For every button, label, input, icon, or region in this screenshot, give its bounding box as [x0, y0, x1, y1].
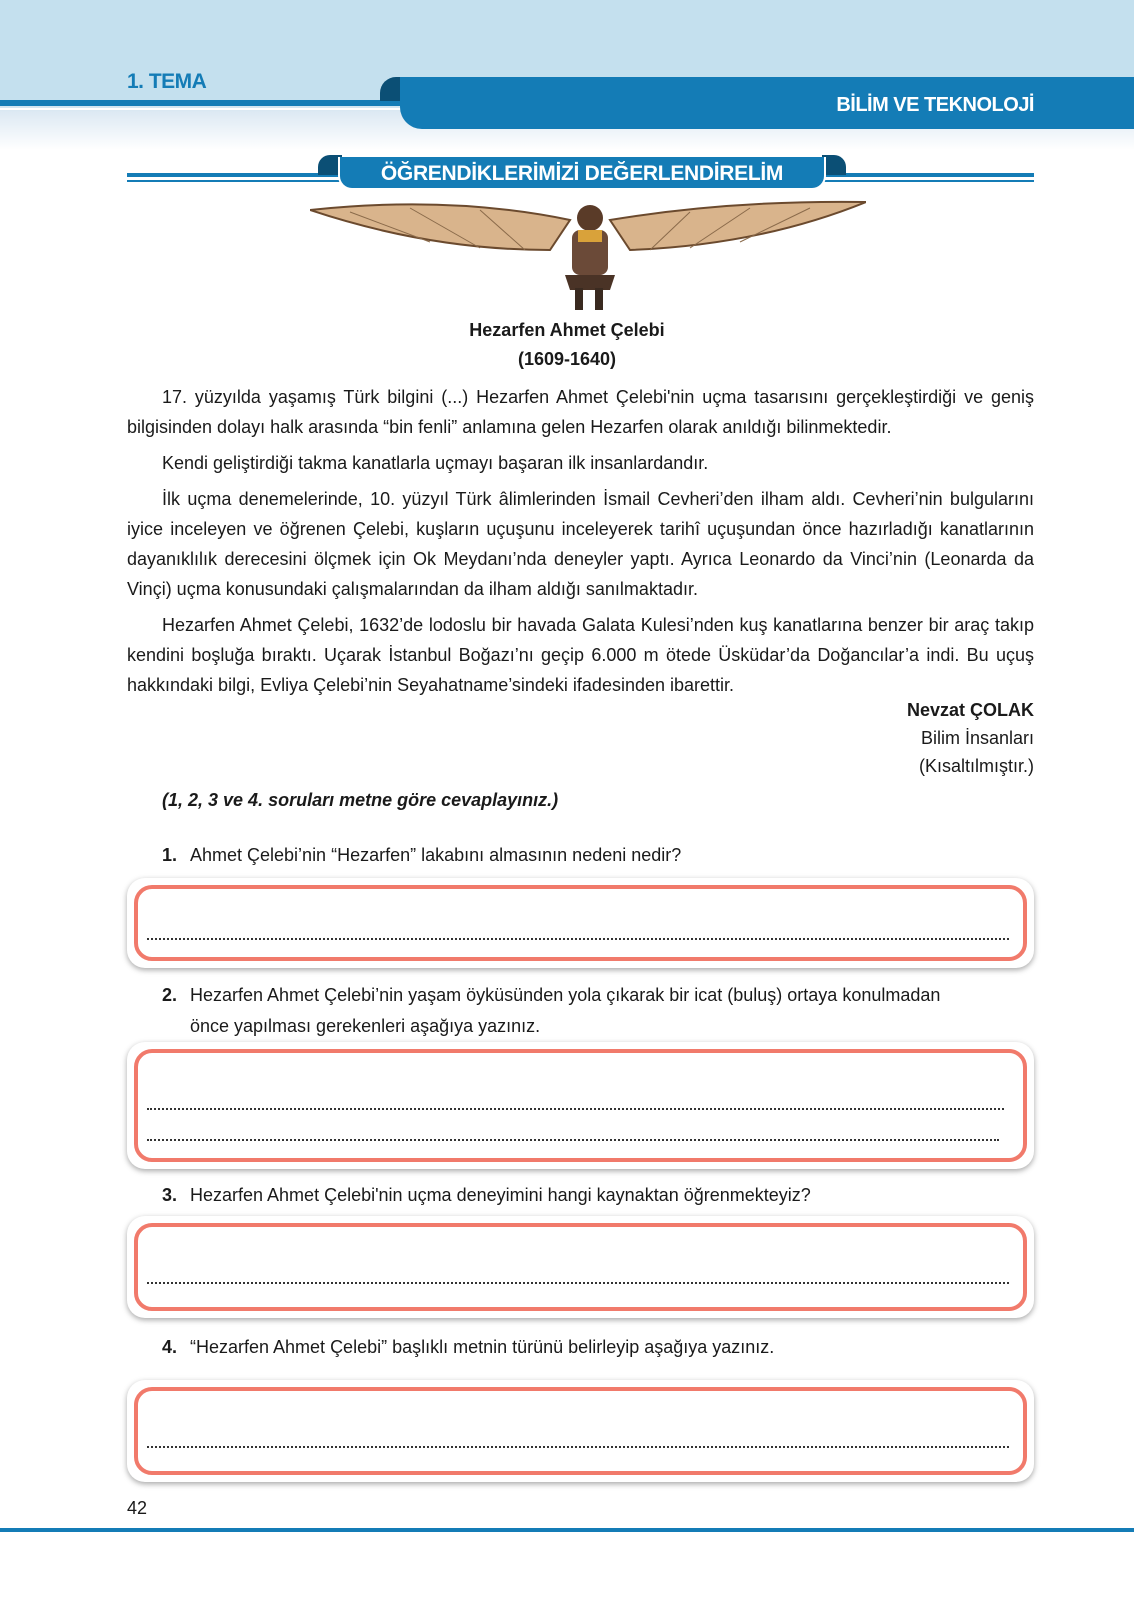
answer-box-1[interactable] [127, 878, 1034, 968]
question-number: 4. [162, 1337, 178, 1357]
footer-rule [0, 1528, 1134, 1532]
flying-man-illustration [310, 200, 866, 312]
article-text [127, 382, 1034, 706]
answer-box-2[interactable] [127, 1042, 1034, 1169]
question-text: “Hezarfen Ahmet Çelebi” başlıklı metnin türünü belirleyip aşağıya yazınız. [190, 1337, 775, 1357]
instruction: (1, 2, 3 ve 4. soruları metne göre cevaplayınız.) [162, 790, 559, 810]
question-number: 1. [162, 845, 178, 865]
question-3 [162, 1180, 1034, 1211]
theme-label: 1. TEMA [127, 70, 207, 93]
question-number: 3. [162, 1185, 178, 1205]
source-book: Bilim İnsanları [920, 728, 1034, 748]
question-text-cont: önce yapılması gerekenleri aşağıya yazınız. [190, 1016, 541, 1036]
answer-line[interactable] [147, 1446, 1009, 1448]
source-author: Nevzat ÇOLAK [906, 700, 1034, 720]
figure-name: Hezarfen Ahmet Çelebi [469, 320, 665, 340]
question-text: Hezarfen Ahmet Çelebi'nin uçma deneyimini hangi kaynaktan öğrenmekteyiz? [190, 1185, 811, 1205]
paragraph: İlk uçma denemelerinde, 10. yüzyıl Türk âlimlerinden İsmail Cevheri’den ilham aldı. Cevheri’nin bulgularını iyice inceleyen ve öğrenen Çelebi, kuşların uçuşunu inceleyerek tarihî uçuşundan önce hazırladığı kanatlarının dayanıklılık derecesini ölçmek için Ok Meydanı’nda deneyler yaptı. Ayrıca Leonardo da Vinci’nin (Leonarda da Vinçi) uçma konusundaki çalışmalarından da ilham aldığı sanılmaktadır. [127, 489, 1034, 599]
paragraph: Kendi geliştirdiği takma kanatlarla uçmayı başaran ilk insanlardandır. [162, 453, 709, 473]
page-number: 42 [127, 1498, 148, 1518]
question-number: 2. [162, 985, 178, 1005]
paragraph: Hezarfen Ahmet Çelebi, 1632’de lodoslu bir havada Galata Kulesi’nden kuş kanatlarına benzer bir araç takıp kendini boşluğa bıraktı. Uçarak İstanbul Boğazı’nı geçip 6.000 m ötede Üsküdar’da Doğancılar’a indi. Bu uçuş hakkındaki bilgi, Evliya Çelebi’nin Seyahatname’sindeki ifadesinden ibarettir. [127, 615, 1034, 695]
answer-line[interactable] [147, 1108, 1004, 1110]
header-rule [0, 100, 400, 106]
question-text: Hezarfen Ahmet Çelebi’nin yaşam öyküsünden yola çıkarak bir icat (buluş) ortaya konulmadan [190, 985, 941, 1005]
question-text: Ahmet Çelebi’nin “Hezarfen” lakabını almasının nedeni nedir? [190, 845, 682, 865]
header-rule-gap [0, 108, 400, 110]
section-title: BİLİM VE TEKNOLOJİ [836, 94, 1034, 116]
answer-line[interactable] [147, 1139, 999, 1141]
answer-box-3[interactable] [127, 1216, 1034, 1318]
answer-line[interactable] [147, 1282, 1009, 1284]
answer-line[interactable] [147, 938, 1009, 940]
question-2 [162, 980, 1034, 1042]
source-note: (Kısaltılmıştır.) [918, 756, 1034, 776]
paragraph: 17. yüzyılda yaşamış Türk bilgini (...) Hezarfen Ahmet Çelebi'nin uçma tasarısını gerçekleştirdiği ve geniş bilgisinden dolayı halk arasında “bin fenli” anlamına gelen Hezarfen olarak anıldığı bilinmektedir. [127, 387, 1034, 437]
figure-years: (1609-1640) [517, 349, 617, 369]
answer-box-4[interactable] [127, 1380, 1034, 1482]
question-4 [162, 1332, 1034, 1363]
section-banner: ÖĞRENDİKLERİMİZİ DEĞERLENDİRELİM [338, 157, 826, 190]
question-1 [162, 840, 1034, 871]
